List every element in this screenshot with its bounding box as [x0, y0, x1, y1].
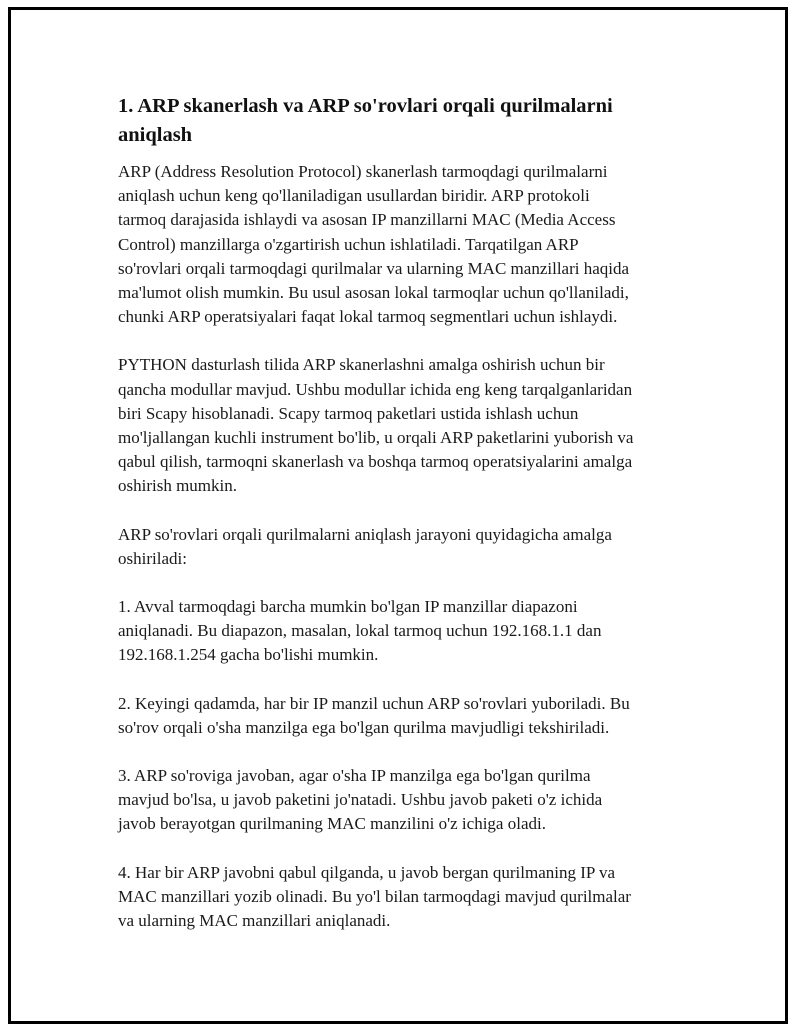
heading-line: 1. ARP skanerlash va ARP so'rovlari orqali qurilmalarni	[118, 95, 613, 117]
text-line: so'rov orqali o'sha manzilga ega bo'lgan qurilma mavjudligi tekshiriladi.	[118, 717, 610, 737]
text-line: mavjud bo'lsa, u javob paketini jo'natadi. Ushbu javob paketi o'z ichida	[118, 790, 603, 810]
text-line: 3. ARP so'roviga javoban, agar o'sha IP manzilga ega bo'lgan qurilma	[118, 766, 591, 786]
document-body	[118, 92, 688, 957]
heading-line: aniqlash	[118, 124, 193, 146]
text-line: so'rovlari orqali tarmoqdagi qurilmalar va ularning MAC manzillari haqida	[118, 258, 630, 278]
text-line: MAC manzillari yozib olinadi. Bu yo'l bilan tarmoqdagi mavjud qurilmalar	[118, 886, 631, 906]
text-line: oshirish mumkin.	[118, 476, 238, 496]
text-line: Control) manzillarga o'zgartirish uchun ishlatiladi. Tarqatilgan ARP	[118, 234, 579, 254]
text-line: va ularning MAC manzillari aniqlanadi.	[118, 911, 391, 931]
text-line: 192.168.1.254 gacha bo'lishi mumkin.	[118, 645, 379, 665]
text-line: biri Scapy hisoblanadi. Scapy tarmoq paketlari ustida ishlash uchun	[118, 403, 579, 423]
text-line: ARP so'rovlari orqali qurilmalarni aniqlash jarayoni quyidagicha amalga	[118, 524, 612, 544]
text-line: aniqlash uchun keng qo'llaniladigan usullardan biridir. ARP protokoli	[118, 186, 590, 206]
paragraph-step-4	[118, 861, 688, 934]
text-line: oshiriladi:	[118, 548, 187, 568]
text-line: ARP (Address Resolution Protocol) skanerlash tarmoqdagi qurilmalarni	[118, 162, 608, 181]
text-line: qancha modullar mavjud. Ushbu modullar ichida eng keng tarqalganlaridan	[118, 379, 633, 399]
text-line: javob berayotgan qurilmaning MAC manzilini o'z ichiga oladi.	[118, 814, 546, 834]
section-heading	[118, 92, 688, 150]
text-line: 2. Keyingi qadamda, har bir IP manzil uchun ARP so'rovlari yuboriladi. Bu	[118, 693, 630, 713]
text-line: PYTHON dasturlash tilida ARP skanerlashni amalga oshirish uchun bir	[118, 355, 605, 375]
text-line: chunki ARP operatsiyalari faqat lokal tarmoq segmentlari uchun ishlaydi.	[118, 307, 618, 327]
paragraph-python	[118, 353, 688, 498]
text-line: aniqlanadi. Bu diapazon, masalan, lokal tarmoq uchun 192.168.1.1 dan	[118, 621, 602, 641]
text-line: 1. Avval tarmoqdagi barcha mumkin bo'lgan IP manzillar diapazoni	[118, 597, 578, 617]
text-line: mo'ljallangan kuchli instrument bo'lib, u orqali ARP paketlarini yuborish va	[118, 428, 634, 448]
paragraph-step-3	[118, 764, 688, 837]
paragraph-step-2	[118, 692, 688, 740]
paragraph-intro	[118, 160, 688, 329]
text-line: tarmoq darajasida ishlaydi va asosan IP manzillarni MAC (Media Access	[118, 210, 616, 230]
text-line: ma'lumot olish mumkin. Bu usul asosan lokal tarmoqlar uchun qo'llaniladi,	[118, 283, 629, 303]
text-line: qabul qilish, tarmoqni skanerlash va boshqa tarmoq operatsiyalarini amalga	[118, 452, 633, 472]
paragraph-process-intro	[118, 523, 688, 571]
text-line: 4. Har bir ARP javobni qabul qilganda, u javob bergan qurilmaning IP va	[118, 862, 616, 882]
paragraph-step-1	[118, 595, 688, 668]
